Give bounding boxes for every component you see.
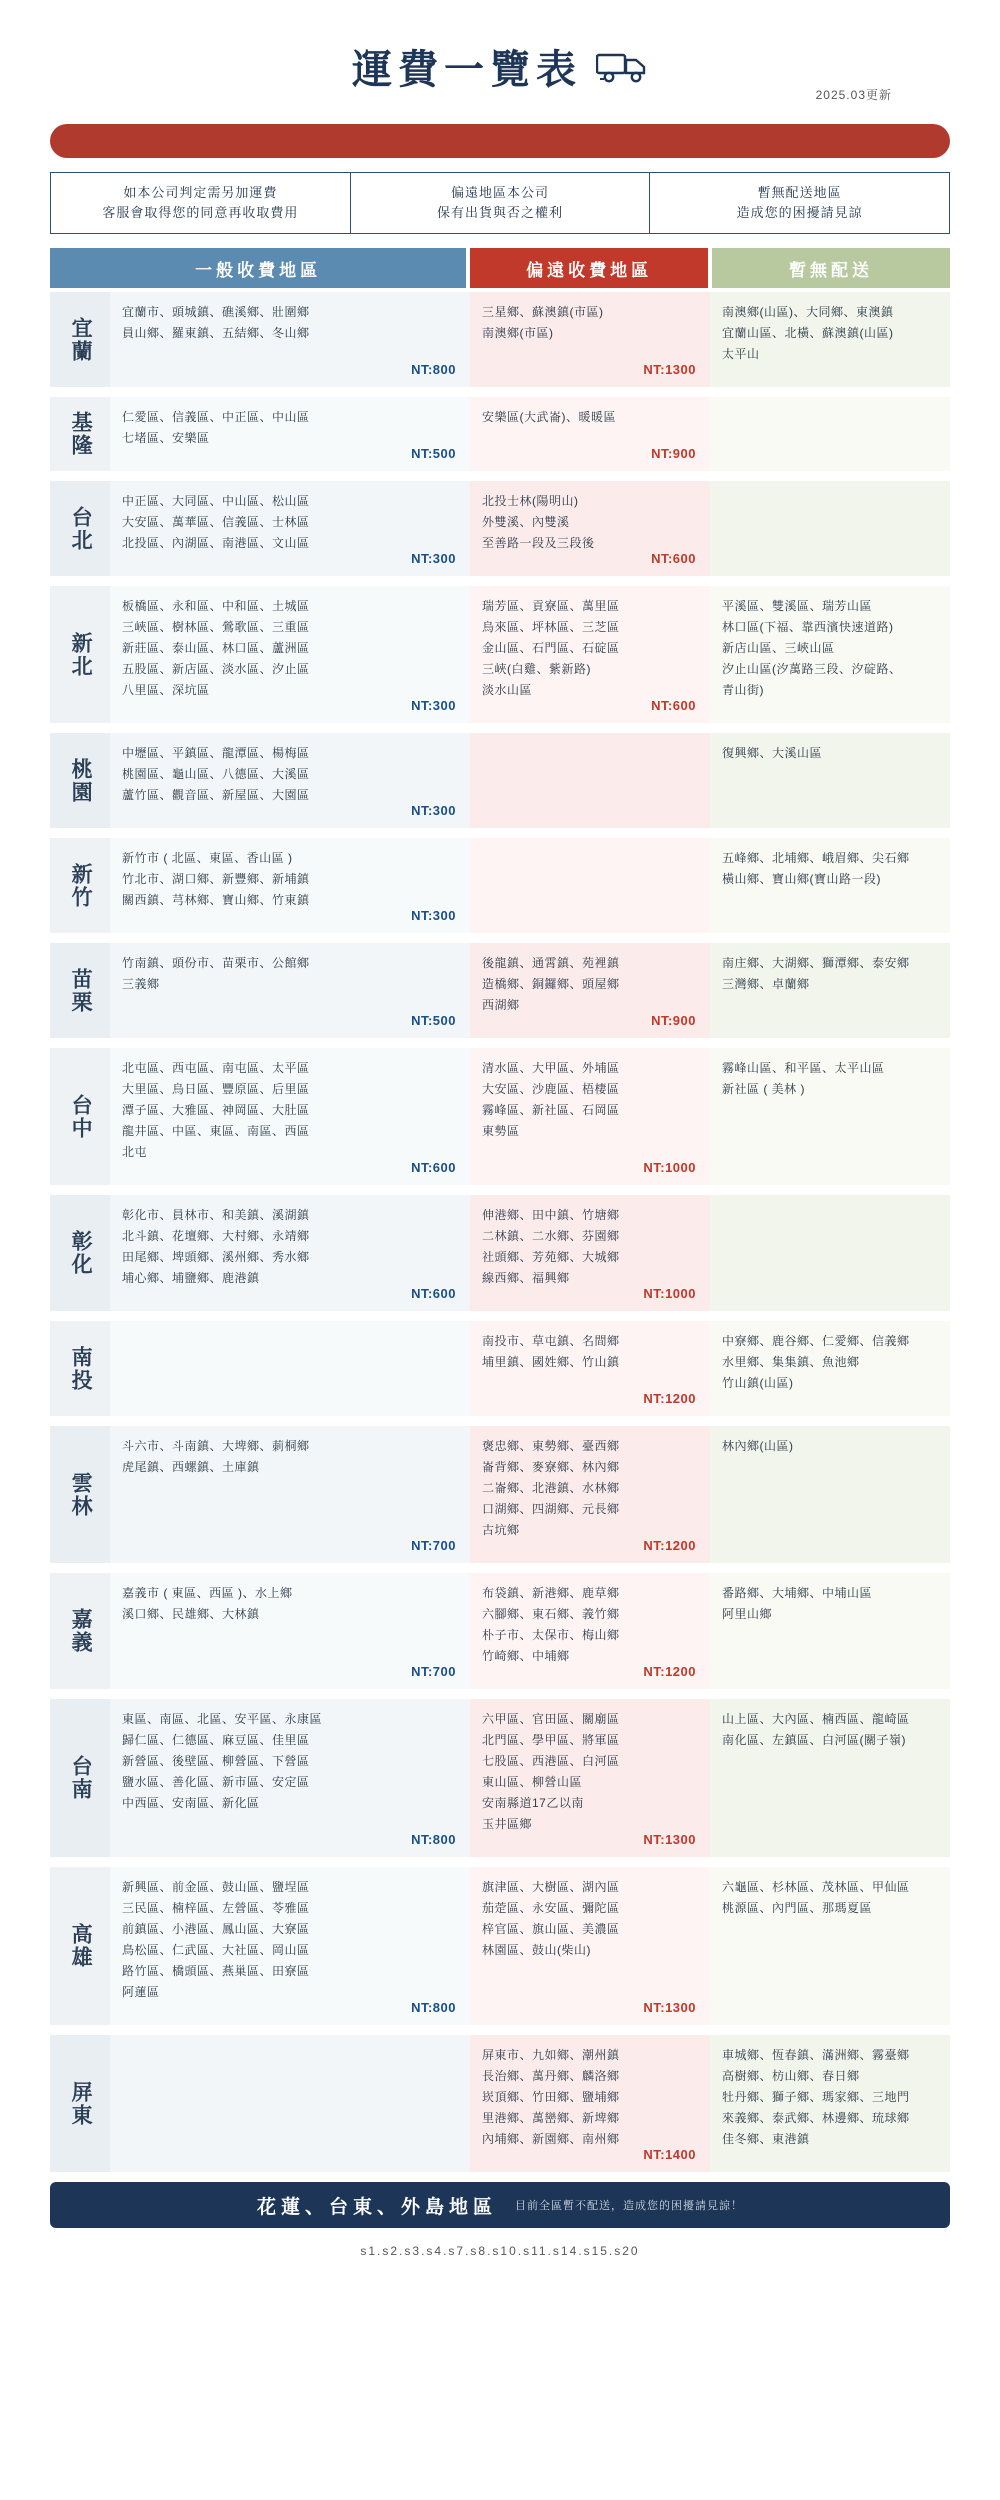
city-label: 雲林 [50,1426,110,1563]
remote-area-line: 三星鄉、蘇澳鎮(市區) [482,305,604,319]
remote-area-line: 竹崎鄉、中埔鄉 [482,1649,570,1663]
remote-area [470,397,710,471]
note-line-2: 客服會取得您的同意再收取費用 [102,205,299,220]
remote-area-line: 崙背鄉、麥寮鄉、林內鄉 [482,1460,620,1474]
no-delivery-area-line: 平溪區、雙溪區、瑞芳山區 [722,599,873,613]
no-delivery-area-line: 車城鄉、恆春鎮、滿洲鄉、霧臺鄉 [722,2048,910,2062]
remote-area-line: 七股區、西港區、白河區 [482,1754,620,1768]
remote-area-price: NT:1000 [643,1286,696,1302]
no-delivery-area-line: 南庄鄉、大湖鄉、獅潭鄉、泰安鄉 [722,956,910,970]
table-row-inner [50,481,950,576]
table-row-inner [50,943,950,1038]
no-delivery-area-line: 高樹鄉、枋山鄉、春日鄉 [722,2069,860,2083]
remote-area-line: 西湖鄉 [482,998,520,1012]
remote-area-line: 烏來區、坪林區、三芝區 [482,620,620,634]
table-row-inner [50,1195,950,1311]
general-area-line: 新營區、後壁區、柳營區、下營區 [122,1754,310,1768]
general-area-line: 田尾鄉、埤頭鄉、溪州鄉、秀水鄉 [122,1250,310,1264]
truck-icon [596,50,648,89]
page-title: 運費一覽表 [352,48,582,92]
no-delivery-area [710,1867,950,2025]
no-delivery-area [710,1321,950,1416]
remote-area-line: 線西鄉、福興鄉 [482,1271,570,1285]
no-delivery-area [710,1195,950,1311]
no-delivery-area-line: 中寮鄉、鹿谷鄉、仁愛鄉、信義鄉 [722,1334,910,1348]
remote-area [470,733,710,828]
general-area-line: 北屯區、西屯區、南屯區、太平區 [122,1061,310,1075]
footer-title: 花蓮、台東、外島地區 [256,2196,497,2218]
no-delivery-area [710,481,950,576]
table-row [50,733,950,828]
no-delivery-area-line: 山上區、大內區、楠西區、龍崎區 [722,1712,910,1726]
no-delivery-area-line: 青山街) [722,683,764,697]
general-area-line: 竹北市、湖口鄉、新豐鄉、新埔鎮 [122,872,310,886]
no-delivery-area-line: 五峰鄉、北埔鄉、峨眉鄉、尖石鄉 [722,851,910,865]
city-label: 台北 [50,481,110,576]
general-area-price: NT:800 [411,1832,456,1848]
city-label: 嘉義 [50,1573,110,1689]
general-area-line: 鳥松區、仁武區、大社區、岡山區 [122,1943,310,1957]
general-area [110,1195,470,1311]
general-area-line: 中壢區、平鎮區、龍潭區、楊梅區 [122,746,310,760]
city-label: 基隆 [50,397,110,471]
no-delivery-area-line: 三灣鄉、卓蘭鄉 [722,977,810,991]
no-delivery-area [710,1573,950,1689]
no-delivery-area [710,1426,950,1563]
general-area-line: 東區、南區、北區、安平區、永康區 [122,1712,323,1726]
table-row [50,1321,950,1416]
remote-area-line: 後龍鎮、通霄鎮、苑裡鎮 [482,956,620,970]
remote-area-line: 南投市、草屯鎮、名間鄉 [482,1334,620,1348]
table-row-inner [50,2035,950,2172]
no-delivery-area-line: 來義鄉、泰武鄉、林邊鄉、琉球鄉 [722,2111,910,2125]
no-delivery-area [710,292,950,387]
general-area-price: NT:300 [411,908,456,924]
remote-area-line: 至善路一段及三段後 [482,536,595,550]
note-line-1: 偏遠地區本公司 [451,184,550,200]
table-row [50,292,950,387]
remote-area [470,1195,710,1311]
remote-area-line: 六甲區、官田區、關廟區 [482,1712,620,1726]
remote-area [470,1699,710,1857]
general-area-line: 彰化市、員林市、和美鎮、溪湖鎮 [122,1208,310,1222]
remote-area-price: NT:900 [651,1013,696,1029]
general-area-line: 三峽區、樹林區、鶯歌區、三重區 [122,620,310,634]
general-area-line: 新莊區、泰山區、林口區、蘆洲區 [122,641,310,655]
general-area-line: 仁愛區、信義區、中正區、中山區 [122,410,310,424]
general-area [110,838,470,933]
table-row [50,1195,950,1311]
remote-area-price: NT:1300 [643,1832,696,1848]
no-delivery-area-line: 新店山區、三峽山區 [722,641,835,655]
general-area-line: 前鎮區、小港區、鳳山區、大寮區 [122,1922,310,1936]
update-date: 2025.03更新 [815,88,892,102]
remote-area-line: 外雙溪、內雙溪 [482,515,570,529]
city-label: 苗栗 [50,943,110,1038]
no-delivery-area-line: 南澳鄉(山區)、大同鄉、東澳鎮 [722,305,894,319]
remote-area-price: NT:1200 [643,1391,696,1407]
general-area-line: 埔心鄉、埔鹽鄉、鹿港鎮 [122,1271,260,1285]
no-delivery-area [710,397,950,471]
general-area-line: 北投區、內湖區、南港區、文山區 [122,536,310,550]
table-row-inner [50,292,950,387]
remote-area-line: 清水區、大甲區、外埔區 [482,1061,620,1075]
remote-area-line: 金山區、石門區、石碇區 [482,641,620,655]
general-area-line: 中西區、安南區、新化區 [122,1796,260,1810]
general-area-line: 路竹區、橋頭區、燕巢區、田寮區 [122,1964,310,1978]
remote-area-line: 東勢區 [482,1124,520,1138]
general-area-price: NT:500 [411,1013,456,1029]
general-area [110,1699,470,1857]
remote-area-line: 大安區、沙鹿區、梧棲區 [482,1082,620,1096]
general-area-line: 宜蘭市、頭城鎮、礁溪鄉、壯圍鄉 [122,305,310,319]
city-label: 新北 [50,586,110,723]
remote-area-line: 社頭鄉、芳苑鄉、大城鄉 [482,1250,620,1264]
remote-area-line: 屏東市、九如鄉、潮州鎮 [482,2048,620,2062]
no-delivery-area [710,2035,950,2172]
city-label: 高雄 [50,1867,110,2025]
remote-area-line: 旗津區、大樹區、湖內區 [482,1880,620,1894]
general-area-line: 竹南鎮、頭份市、苗栗市、公館鄉 [122,956,310,970]
remote-area-price: NT:600 [651,551,696,567]
table-row [50,1048,950,1185]
remote-area-line: 北投士林(陽明山) [482,494,579,508]
note-item [51,173,350,233]
title-row [50,0,950,95]
remote-area-line: 布袋鎮、新港鄉、鹿草鄉 [482,1586,620,1600]
general-area-line: 龍井區、中區、東區、南區、西區 [122,1124,310,1138]
table-row-inner [50,838,950,933]
general-area [110,733,470,828]
city-label: 南投 [50,1321,110,1416]
no-delivery-area [710,1048,950,1185]
footer-subtitle: 目前全區暫不配送，造成您的困擾請見諒！ [515,2200,743,2212]
no-delivery-area [710,733,950,828]
city-label: 台南 [50,1699,110,1857]
table-row-inner [50,586,950,723]
remote-area-price: NT:600 [651,698,696,714]
general-area [110,1048,470,1185]
remote-area-price: NT:1200 [643,1538,696,1554]
remote-area-price: NT:1300 [643,362,696,378]
remote-area [470,1867,710,2025]
note-item [350,173,650,233]
table-row [50,1573,950,1689]
note-line-1: 如本公司判定需另加運費 [123,184,278,200]
general-area-line: 五股區、新店區、淡水區、汐止區 [122,662,310,676]
remote-area-line: 林園區、鼓山(柴山) [482,1943,591,1957]
remote-area-price: NT:1300 [643,2000,696,2016]
no-delivery-area [710,943,950,1038]
red-divider-bar [50,124,950,158]
general-area-line: 斗六市、斗南鎮、大埤鄉、莿桐鄉 [122,1439,310,1453]
no-delivery-area-line: 番路鄉、大埔鄉、中埔山區 [722,1586,873,1600]
general-area [110,1573,470,1689]
no-delivery-area-line: 林口區(下福、靠西濱快速道路) [722,620,894,634]
table-row-inner [50,397,950,471]
footer-code: s1.s2.s3.s4.s7.s8.s10.s11.s14.s15.s20 [360,2244,640,2258]
general-area-line: 大里區、烏日區、豐原區、后里區 [122,1082,310,1096]
page-header [50,0,950,120]
city-label: 屏東 [50,2035,110,2172]
remote-area-line: 茄萣區、永安區、彌陀區 [482,1901,620,1915]
general-area [110,943,470,1038]
city-label: 桃園 [50,733,110,828]
general-area-line: 中正區、大同區、中山區、松山區 [122,494,310,508]
remote-area-price: NT:1000 [643,1160,696,1176]
no-delivery-area-line: 霧峰山區、和平區、太平山區 [722,1061,885,1075]
city-label: 宜蘭 [50,292,110,387]
general-area-line: 蘆竹區、觀音區、新屋區、大園區 [122,788,310,802]
city-label: 台中 [50,1048,110,1185]
remote-area-line: 三峽(白雞、紫新路) [482,662,591,676]
no-delivery-area-line: 桃源區、內門區、那瑪夏區 [722,1901,873,1915]
general-area-price: NT:700 [411,1664,456,1680]
remote-area [470,1321,710,1416]
general-area-line: 員山鄉、羅東鎮、五結鄉、冬山鄉 [122,326,310,340]
no-delivery-area-line: 竹山鎮(山區) [722,1376,794,1390]
remote-area-line: 埔里鎮、國姓鄉、竹山鎮 [482,1355,620,1369]
general-area-line: 關西鎮、芎林鄉、寶山鄉、竹東鎮 [122,893,310,907]
table-row-inner [50,1048,950,1185]
notes-box [50,172,950,234]
general-area-price: NT:700 [411,1538,456,1554]
remote-area-line: 東山區、柳營山區 [482,1775,583,1789]
table-row [50,838,950,933]
remote-area-line: 安樂區(大武崙)、暖暖區 [482,410,616,424]
remote-area-line: 安南縣道17乙以南 [482,1796,584,1810]
general-area-line: 新竹市 ( 北區、東區、香山區 ) [122,851,293,865]
remote-area-line: 古坑鄉 [482,1523,520,1537]
city-label: 彰化 [50,1195,110,1311]
table-row-inner [50,1573,950,1689]
general-area-line: 八里區、深坑區 [122,683,210,697]
remote-area-line: 北門區、學甲區、將軍區 [482,1733,620,1747]
remote-area-line: 崁頂鄉、竹田鄉、鹽埔鄉 [482,2090,620,2104]
general-area-line: 歸仁區、仁德區、麻豆區、佳里區 [122,1733,310,1747]
general-area [110,397,470,471]
table-row [50,481,950,576]
remote-area-line: 玉井區鄉 [482,1817,533,1831]
remote-area-line: 內埔鄉、新園鄉、南州鄉 [482,2132,620,2146]
remote-area [470,838,710,933]
no-delivery-area [710,1699,950,1857]
table-row [50,586,950,723]
general-area-price: NT:600 [411,1286,456,1302]
no-delivery-area-line: 阿里山鄉 [722,1607,773,1621]
no-delivery-area [710,586,950,723]
general-area [110,1426,470,1563]
remote-area [470,1426,710,1563]
fee-table [50,292,950,2172]
no-delivery-area-line: 六龜區、杉林區、茂林區、甲仙區 [722,1880,910,1894]
no-delivery-area-line: 林內鄉(山區) [722,1439,794,1453]
remote-area-price: NT:900 [651,446,696,462]
note-line-2: 保有出貨與否之權利 [437,205,564,220]
no-delivery-area-line: 宜蘭山區、北橫、蘇澳鎮(山區) [722,326,894,340]
column-header-general: 一般收費地區 [50,248,466,288]
no-delivery-area-line: 牡丹鄉、獅子鄉、瑪家鄉、三地門 [722,2090,910,2104]
remote-area-line: 造橋鄉、銅鑼鄉、頭屋鄉 [482,977,620,991]
general-area-line: 板橋區、永和區、中和區、土城區 [122,599,310,613]
general-area [110,1867,470,2025]
general-area-price: NT:300 [411,803,456,819]
remote-area-line: 霧峰區、新社區、石岡區 [482,1103,620,1117]
no-delivery-area-line: 復興鄉、大溪山區 [722,746,823,760]
remote-area-line: 里港鄉、萬巒鄉、新埤鄉 [482,2111,620,2125]
general-area [110,1321,470,1416]
remote-area [470,2035,710,2172]
remote-area [470,481,710,576]
remote-area [470,1048,710,1185]
general-area [110,2035,470,2172]
remote-area-line: 伸港鄉、田中鎮、竹塘鄉 [482,1208,620,1222]
general-area-line: 潭子區、大雅區、神岡區、大肚區 [122,1103,310,1117]
no-delivery-area-line: 佳冬鄉、東港鎮 [722,2132,810,2146]
table-row-inner [50,1699,950,1857]
general-area-line: 七堵區、安樂區 [122,431,210,445]
general-area-price: NT:800 [411,2000,456,2016]
remote-area-line: 長治鄉、萬丹鄉、麟洛鄉 [482,2069,620,2083]
general-area-line: 阿蓮區 [122,1985,160,1999]
no-delivery-area-line: 南化區、左鎮區、白河區(關子嶺) [722,1733,906,1747]
footer-bar [50,2182,950,2228]
no-delivery-area [710,838,950,933]
note-line-1: 暫無配送地區 [757,184,842,200]
remote-area [470,586,710,723]
general-area-line: 北斗鎮、花壇鄉、大村鄉、永靖鄉 [122,1229,310,1243]
general-area-line: 嘉義市 ( 東區、西區 )、水上鄉 [122,1586,293,1600]
remote-area-line: 瑞芳區、貢寮區、萬里區 [482,599,620,613]
table-row-inner [50,1426,950,1563]
no-delivery-area-line: 橫山鄉、寶山鄉(寶山路一段) [722,872,881,886]
remote-area [470,943,710,1038]
no-delivery-area-line: 太平山 [722,347,760,361]
note-line-2: 造成您的困擾請見諒 [736,205,863,220]
general-area-line: 溪口鄉、民雄鄉、大林鎮 [122,1607,260,1621]
table-row-inner [50,1867,950,2025]
general-area-line: 桃園區、龜山區、八德區、大溪區 [122,767,310,781]
table-row [50,2035,950,2172]
no-delivery-area-line: 水里鄉、集集鎮、魚池鄉 [722,1355,860,1369]
remote-area-line: 淡水山區 [482,683,533,697]
general-area [110,481,470,576]
remote-area-line: 朴子市、太保市、梅山鄉 [482,1628,620,1642]
general-area-line: 鹽水區、善化區、新市區、安定區 [122,1775,310,1789]
remote-area-line: 梓官區、旗山區、美濃區 [482,1922,620,1936]
no-delivery-area-line: 汐止山區(汐萬路三段、汐碇路、 [722,662,902,676]
remote-area [470,1573,710,1689]
table-row [50,1426,950,1563]
table-row [50,1867,950,2025]
table-row-inner [50,733,950,828]
table-row [50,1699,950,1857]
column-header-none: 暫無配送 [712,248,950,288]
remote-area-price: NT:1400 [643,2147,696,2163]
general-area-price: NT:500 [411,446,456,462]
general-area-price: NT:600 [411,1160,456,1176]
general-area-price: NT:800 [411,362,456,378]
general-area-line: 大安區、萬華區、信義區、士林區 [122,515,310,529]
remote-area-price: NT:1200 [643,1664,696,1680]
remote-area [470,292,710,387]
general-area-price: NT:300 [411,551,456,567]
no-delivery-area-line: 新社區 ( 美林 ) [722,1082,805,1096]
column-headers [50,248,950,288]
table-row-inner [50,1321,950,1416]
table-row [50,943,950,1038]
general-area-line: 虎尾鎮、西螺鎮、土庫鎮 [122,1460,260,1474]
remote-area-line: 口湖鄉、四湖鄉、元長鄉 [482,1502,620,1516]
remote-area-line: 褒忠鄉、東勢鄉、臺西鄉 [482,1439,620,1453]
general-area [110,586,470,723]
column-header-remote: 偏遠收費地區 [470,248,708,288]
table-row [50,397,950,471]
remote-area-line: 二崙鄉、北港鎮、水林鄉 [482,1481,620,1495]
general-area-price: NT:300 [411,698,456,714]
general-area-line: 新興區、前金區、鼓山區、鹽埕區 [122,1880,310,1894]
general-area-line: 三義鄉 [122,977,160,991]
remote-area-line: 六腳鄉、東石鄉、義竹鄉 [482,1607,620,1621]
general-area [110,292,470,387]
general-area-line: 三民區、楠梓區、左營區、苓雅區 [122,1901,310,1915]
remote-area-line: 南澳鄉(市區) [482,326,554,340]
general-area-line: 北屯 [122,1145,148,1159]
city-label: 新竹 [50,838,110,933]
remote-area-line: 二林鎮、二水鄉、芬園鄉 [482,1229,620,1243]
note-item [649,173,949,233]
